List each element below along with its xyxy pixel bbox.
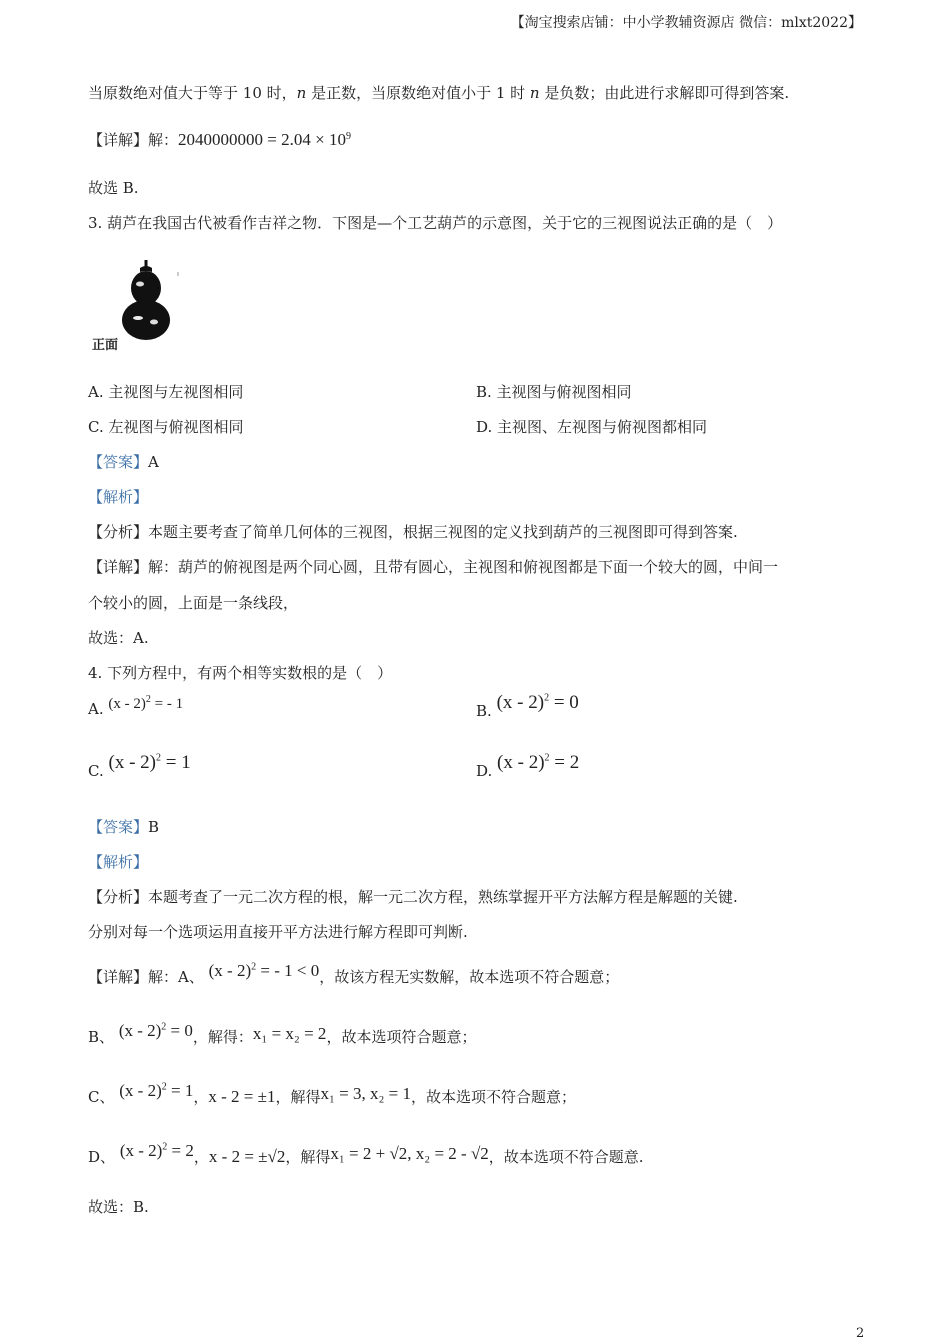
q4-option-c: [88, 752, 191, 782]
detail-sep: ，: [193, 1088, 209, 1106]
q4-detail-b: [88, 1021, 477, 1047]
fenxi-text: 本题考查了一元二次方程的根，解一元二次方程，熟练掌握开平方法解方程是解题的关键.: [148, 888, 738, 906]
q2-text-a: 当原数绝对值大于等于 10 时，: [88, 84, 297, 102]
detail-text: ，故该方程无实数解，故本选项不符合题意；: [319, 968, 620, 986]
q3-option-b: B. 主视图与俯视图相同: [476, 383, 632, 401]
q4-detail-d: [88, 1141, 644, 1167]
math-step: x - 2 = ±1: [208, 1087, 276, 1106]
q4-fenxi-line2: 分别对每一个选项运用直接开平方法进行解方程即可判断.: [88, 923, 468, 941]
math-base: (x - 2): [108, 752, 156, 773]
q4-answer: [88, 816, 159, 837]
math-exp: 2: [145, 694, 151, 705]
math-solution: x₁ = x₂ = 2: [252, 1024, 327, 1043]
math-exp: 2: [544, 692, 550, 704]
option-label: B.: [476, 702, 492, 720]
math-rhs: = - 1: [150, 696, 184, 712]
math-base: (x - 2): [497, 752, 545, 773]
math-rhs: = 2: [167, 1141, 194, 1160]
q4-fenxi: [88, 886, 738, 907]
q3-fenxi: [88, 521, 738, 542]
q2-detail: [88, 129, 351, 150]
q3-answer: [88, 451, 159, 472]
q2-text-c: 是负数；由此进行求解即可得到答案.: [539, 84, 790, 102]
gourd-figure: [86, 258, 186, 353]
q3-detail-line2: 个较小的圆，上面是一条线段，: [88, 594, 299, 612]
detail-label: 【详解】: [88, 968, 149, 986]
fenxi-label: 【分析】: [88, 523, 149, 541]
q3-analysis-label: 【解析】: [88, 488, 149, 506]
math-rhs: = 0: [549, 692, 579, 713]
detail-text: ，故本选项不符合题意.: [488, 1148, 644, 1166]
answer-label: 【答案】: [88, 818, 149, 836]
q4-stem: 4. 下列方程中，有两个相等实数根的是（ ）: [88, 664, 393, 682]
q2-choice: 故选 B.: [88, 179, 139, 197]
q4-detail-a: [88, 961, 620, 987]
q2-var-n: n: [529, 84, 540, 102]
q3-detail-line1: [88, 556, 778, 577]
detail-mid: ，解得: [285, 1148, 331, 1166]
math-rhs: = 0: [166, 1021, 193, 1040]
math-base: (x - 2): [108, 696, 146, 712]
detail-mid: ，解得: [275, 1088, 321, 1106]
math-exp: 2: [155, 752, 161, 764]
q2-var-n: n: [296, 84, 307, 102]
q2-explanation-line: [88, 82, 789, 103]
q2-detail-exponent: 9: [345, 131, 351, 142]
detail-prefix: C、: [88, 1088, 115, 1106]
q3-option-a: A. 主视图与左视图相同: [88, 383, 244, 401]
q3-choice: 故选：A.: [88, 629, 149, 647]
detail-prefix: B、: [88, 1028, 115, 1046]
q4-option-a: [88, 694, 184, 719]
q4-detail-c: [88, 1081, 577, 1107]
fenxi-label: 【分析】: [88, 888, 149, 906]
page-number: 2: [856, 1326, 865, 1341]
math-rhs: = - 1 < 0: [256, 961, 320, 980]
math-rhs: = 2: [549, 752, 580, 773]
math-exp: 2: [251, 961, 257, 973]
detail-text: ，故本选项不符合题意；: [411, 1088, 577, 1106]
math-solution: x₁ = 2 + √2, x₂ = 2 - √2: [330, 1144, 489, 1163]
math-step: x - 2 = ±√2: [208, 1147, 286, 1166]
q2-text-b: 是正数，当原数绝对值小于 1 时: [306, 84, 530, 102]
math-base: (x - 2): [496, 692, 545, 713]
q3-stem: 3. 葫芦在我国古代被看作吉祥之物．下图是—个工艺葫芦的示意图，关于它的三视图说法正确的是（ ）: [88, 214, 783, 232]
detail-label: 【详解】: [88, 558, 149, 576]
option-label: A.: [88, 700, 104, 718]
q2-detail-label: 【详解】解：: [88, 131, 179, 149]
math-exp: 2: [161, 1021, 167, 1033]
q2-detail-math: 2040000000 = 2.04 × 10: [178, 130, 346, 149]
option-label: C.: [88, 762, 104, 780]
q4-analysis-label: 【解析】: [88, 853, 149, 871]
math-base: (x - 2): [119, 1141, 163, 1160]
q3-option-d: D. 主视图、左视图与俯视图都相同: [476, 418, 708, 436]
q3-option-c: C. 左视图与俯视图相同: [88, 418, 244, 436]
q4-option-d: [476, 752, 580, 782]
q4-choice: 故选：B.: [88, 1198, 149, 1216]
math-rhs: = 1: [160, 752, 191, 773]
math-base: (x - 2): [118, 1021, 162, 1040]
answer-value: A: [148, 453, 159, 471]
math-rhs: = 1: [166, 1081, 194, 1100]
detail-prefix: D、: [88, 1148, 116, 1166]
math-base: (x - 2): [119, 1081, 162, 1100]
detail-mid: ，解得：: [192, 1028, 253, 1046]
answer-value: B: [148, 818, 160, 836]
detail-prefix: 解：A、: [148, 968, 204, 986]
math-base: (x - 2): [208, 961, 252, 980]
option-label: D.: [476, 762, 493, 780]
page-header: 【淘宝搜索店铺：中小学教辅资源店 微信：mlxt2022】: [510, 15, 862, 31]
math-exp: 2: [161, 1081, 167, 1093]
detail-sep: ，: [193, 1148, 209, 1166]
fenxi-text: 本题主要考查了简单几何体的三视图，根据三视图的定义找到葫芦的三视图即可得到答案.: [148, 523, 738, 541]
math-solution: x₁ = 3, x₂ = 1: [320, 1084, 411, 1103]
math-exp: 2: [544, 752, 550, 764]
detail-text: ，故本选项符合题意；: [326, 1028, 477, 1046]
figure-caption: 正面: [92, 338, 119, 353]
answer-label: 【答案】: [88, 453, 149, 471]
math-exp: 2: [162, 1141, 168, 1153]
detail-text: 解：葫芦的俯视图是两个同心圆，且带有圆心，主视图和俯视图都是下面一个较大的圆，中间一: [148, 558, 779, 576]
q4-option-b: [476, 692, 579, 722]
